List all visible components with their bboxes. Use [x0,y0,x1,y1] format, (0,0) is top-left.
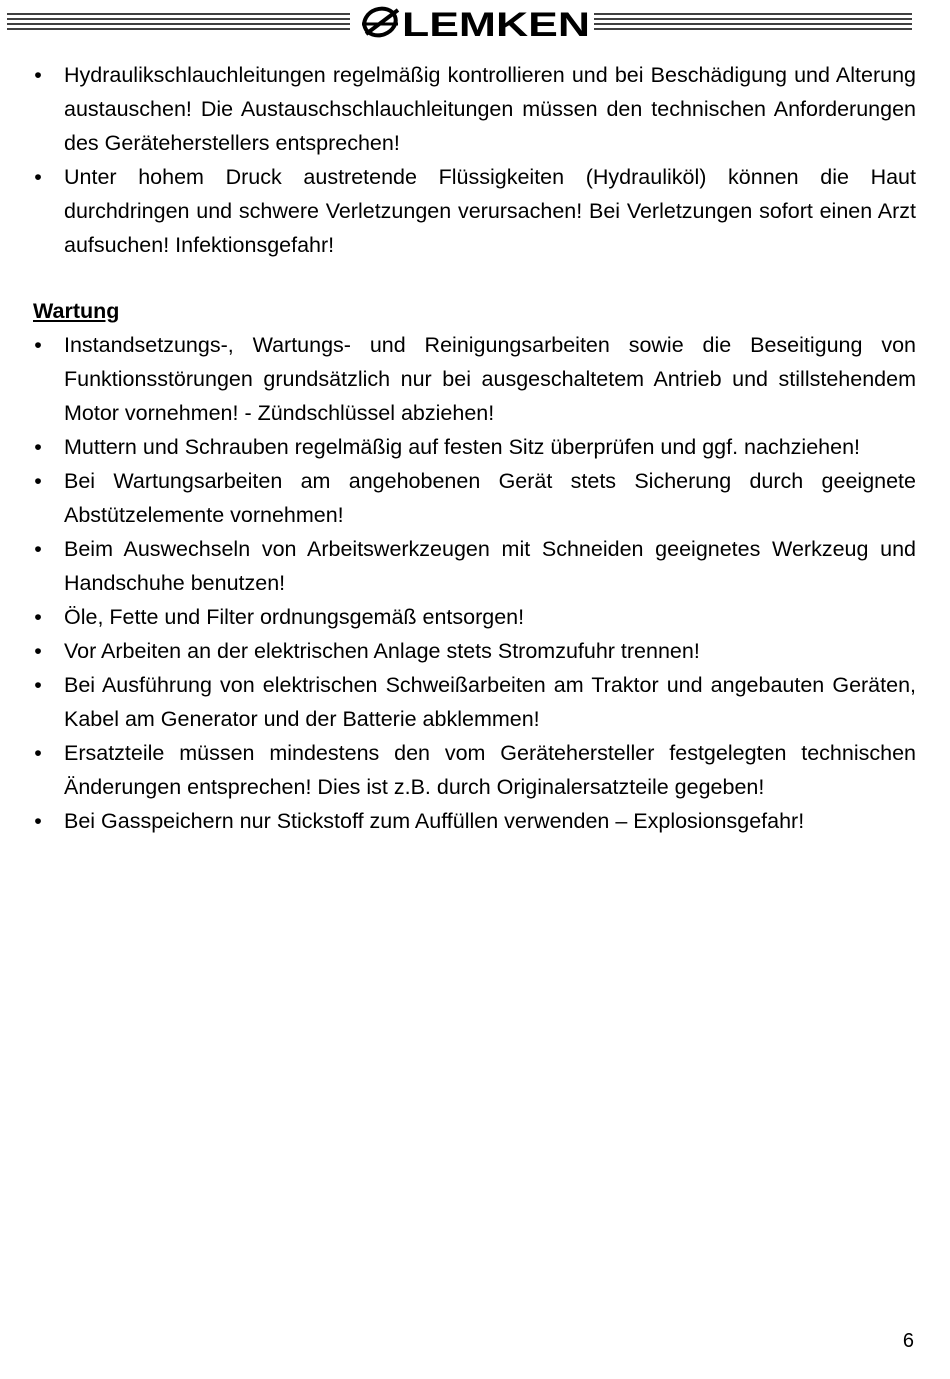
document-body [33,58,916,838]
bullet-icon: • [34,537,42,561]
bullet-icon: • [34,63,42,87]
brand-wordmark: LEMKEN [402,6,590,44]
list-item: • Instandsetzungs-, Wartungs- und Reinigungsarbeiten sowie die Beseitigung von Funktionsstörungen grundsätzlich nur bei ausgeschaltetem Antrieb und stillstehendem Motor vornehmen! - Zündschlüssel abziehen! [33,328,916,430]
header-rule-right [594,14,912,29]
list-item: • Unter hohem Druck austretende Flüssigkeiten (Hydrauliköl) können die Haut durchdringen und schwere Verletzungen verursachen! Bei Verletzungen sofort einen Arzt aufsuchen! Infektionsgefahr! [33,160,916,262]
bullet-icon: • [34,435,42,459]
list-item: • Muttern und Schrauben regelmäßig auf festen Sitz überprüfen und ggf. nachziehen! [33,430,916,464]
list-item: • Beim Auswechseln von Arbeitswerkzeugen mit Schneiden geeignetes Werkzeug und Handschuhe benutzen! [33,532,916,600]
list-item: • Hydraulikschlauchleitungen regelmäßig kontrollieren und bei Beschädigung und Alterung austauschen! Die Austauschschlauchleitungen müssen den technischen Anforderungen des Geräteherstellers entsprechen! [33,58,916,160]
hydraulic-safety-list [33,58,916,262]
bullet-icon: • [34,673,42,697]
header-rule-left [7,14,350,29]
bullet-icon: • [34,639,42,663]
page-number: 6 [902,1330,914,1352]
list-item: • Bei Wartungsarbeiten am angehobenen Gerät stets Sicherung durch geeignete Abstützelemente vornehmen! [33,464,916,532]
list-item: • Bei Ausführung von elektrischen Schweißarbeiten am Traktor und angebauten Geräten, Kabel am Generator und der Batterie abklemmen! [33,668,916,736]
bullet-icon: • [34,605,42,629]
list-item: • Ersatzteile müssen mindestens den vom Gerätehersteller festgelegten technischen Änderungen entsprechen! Dies ist z.B. durch Originalersatzteile gegeben! [33,736,916,804]
bullet-icon: • [34,165,42,189]
section-heading: Wartung [33,299,120,323]
list-item: • Bei Gasspeichern nur Stickstoff zum Auffüllen verwenden – Explosionsgefahr! [33,804,916,838]
list-item: • Vor Arbeiten an der elektrischen Anlage stets Stromzufuhr trennen! [33,634,916,668]
bullet-icon: • [34,469,42,493]
lemken-emblem-icon [361,4,400,39]
bullet-icon: • [34,809,42,833]
list-item: • Öle, Fette und Filter ordnungsgemäß entsorgen! [33,600,916,634]
page-header [0,0,950,50]
maintenance-list [33,328,916,838]
bullet-icon: • [34,741,42,765]
bullet-icon: • [34,333,42,357]
lemken-logo-banner [0,0,950,50]
